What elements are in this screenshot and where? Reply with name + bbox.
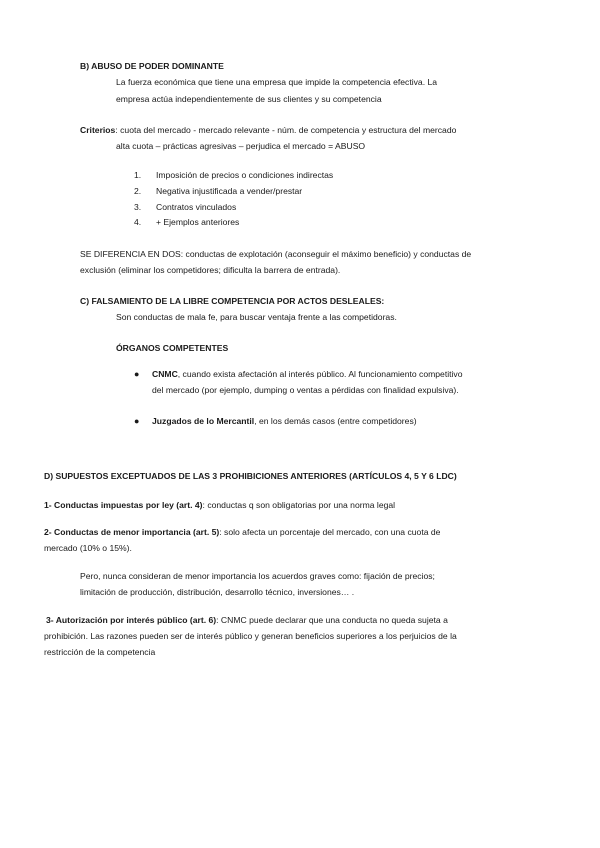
section-d-item-2-line-2: mercado (10% o 15%). xyxy=(44,543,132,553)
cnmc-line-2: del mercado (por ejemplo, dumping o ventas a pérdidas con finalidad expulsiva). xyxy=(152,385,459,395)
cnmc-line-1: CNMC, cuando exista afectación al interés público. Al funcionamiento competitivo xyxy=(152,369,463,379)
list-item: 3. Contratos vinculados xyxy=(134,202,237,212)
juzgados-label: Juzgados de lo Mercantil xyxy=(152,416,255,426)
section-b-heading: B) ABUSO DE PODER DOMINANTE xyxy=(80,61,224,71)
list-item: 2. Negativa injustificada a vender/prestar xyxy=(134,186,303,196)
section-d-item-2: 2- Conductas de menor importancia (art. 5): solo afecta un porcentaje del mercado, con una cuota de xyxy=(44,527,441,537)
diferencia-line-1: SE DIFERENCIA EN DOS: conductas de explotación (aconseguir el máximo beneficio) y conductas de xyxy=(80,249,472,259)
bullet-icon: ● xyxy=(134,416,140,426)
criterios-line-1 xyxy=(80,122,456,138)
pero-line-1: Pero, nunca consideran de menor importancia los acuerdos graves como: fijación de precios; xyxy=(80,571,435,581)
section-c-text: Son conductas de mala fe, para buscar ventaja frente a las competidoras. xyxy=(116,312,397,322)
section-d-item-3-line-2: prohibición. Las razones pueden ser de interés público y generan beneficios superiores a los perjuicios de la xyxy=(44,631,457,641)
cnmc-label: CNMC xyxy=(152,369,178,379)
juzgados-line: Juzgados de lo Mercantil, en los demás casos (entre competidores) xyxy=(152,416,417,426)
pero-line-2: limitación de producción, distribución, desarrollo técnico, inversiones… . xyxy=(80,587,355,597)
section-d-item-3-line-3: restricción de la competencia xyxy=(44,647,156,657)
section-d-item-3: 3- Autorización por interés público (art. 6): CNMC puede declarar que una conducta no queda sujeta a xyxy=(46,615,448,625)
section-d-item-1: 1- Conductas impuestas por ley (art. 4): conductas q son obligatorias por una norma legal xyxy=(44,500,396,510)
criterios-text: : cuota del mercado - mercado relevante - núm. de competencia y estructura del mercado xyxy=(115,125,457,135)
section-b-line-2: empresa actúa independientemente de sus clientes y su competencia xyxy=(116,94,382,104)
criterios-line-2: alta cuota – prácticas agresivas – perjudica el mercado = ABUSO xyxy=(116,141,366,151)
diferencia-line-2: exclusión (eliminar los competidores; dificulta la barrera de entrada). xyxy=(80,265,341,275)
section-b-line-1: La fuerza económica que tiene una empresa que impide la competencia efectiva. La xyxy=(116,77,438,87)
bullet-icon: ● xyxy=(134,369,140,379)
organos-heading: ÓRGANOS COMPETENTES xyxy=(116,343,229,353)
criterios-label: Criterios xyxy=(80,125,116,135)
list-item: 4. + Ejemplos anteriores xyxy=(134,217,240,227)
section-c-heading: C) FALSAMIENTO DE LA LIBRE COMPETENCIA POR ACTOS DESLEALES: xyxy=(80,296,385,306)
list-item: 1. Imposición de precios o condiciones indirectas xyxy=(134,170,334,180)
section-d-heading: D) SUPUESTOS EXCEPTUADOS DE LAS 3 PROHIBICIONES ANTERIORES (ARTÍCULOS 4, 5 Y 6 LDC) xyxy=(44,471,457,481)
